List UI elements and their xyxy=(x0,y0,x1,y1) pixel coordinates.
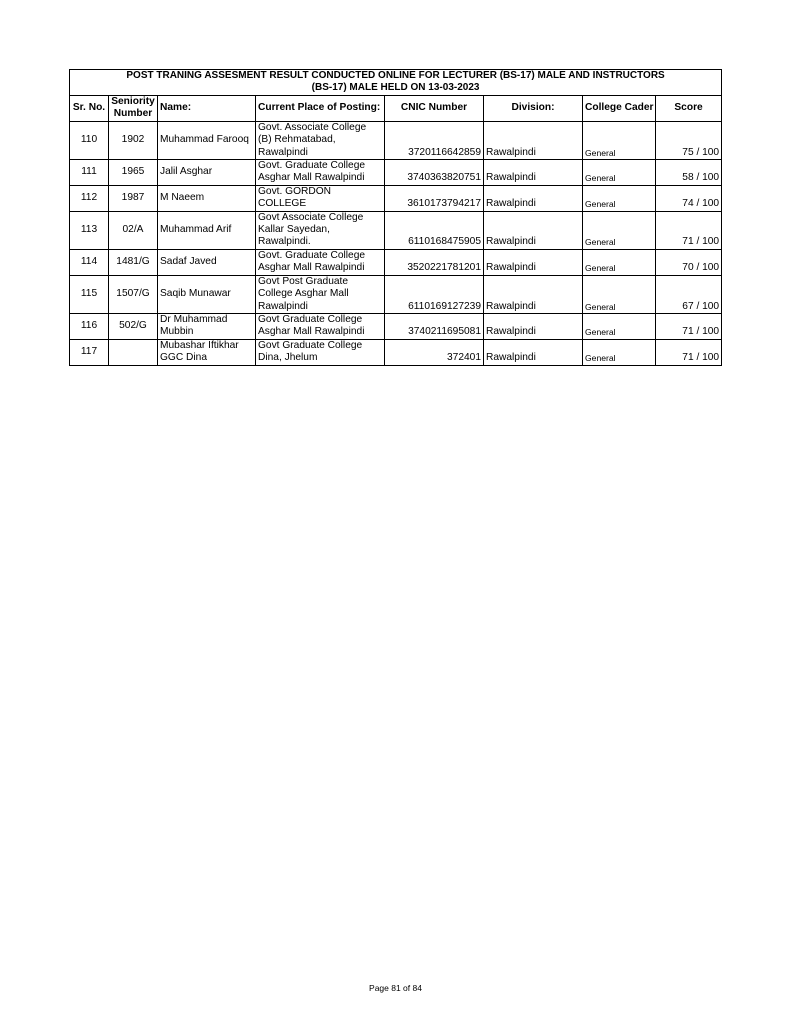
cell-cadre: General xyxy=(583,160,656,186)
cell-sr: 110 xyxy=(70,121,109,159)
cell-seniority: 1507/G xyxy=(109,275,158,313)
cell-division: Rawalpindi xyxy=(484,121,583,159)
cell-cadre: General xyxy=(583,211,656,249)
posting-line: Asghar Mall Rawalpindi xyxy=(258,262,365,274)
cell-cnic: 372401 xyxy=(385,339,484,365)
cell-posting xyxy=(256,249,385,275)
posting-line: Govt. GORDON xyxy=(258,185,332,197)
page-number: Page 81 of 84 xyxy=(369,983,422,993)
cell-name: Dr Muhammad Mubbin xyxy=(158,313,256,339)
header-score: Score xyxy=(656,95,722,121)
posting-line: Govt. Graduate College xyxy=(258,249,366,261)
cell-score: 71 / 100 xyxy=(656,313,722,339)
posting-line: Govt Post Graduate xyxy=(258,275,349,287)
cell-sr: 114 xyxy=(70,249,109,275)
cell-sr: 113 xyxy=(70,211,109,249)
cell-cadre: General xyxy=(583,339,656,365)
posting-line: Dina, Jhelum xyxy=(258,352,318,364)
cell-seniority: 02/A xyxy=(109,211,158,249)
cell-cnic: 6110168475905 xyxy=(385,211,484,249)
cell-sr: 112 xyxy=(70,185,109,211)
cell-score: 71 / 100 xyxy=(656,339,722,365)
table-row xyxy=(70,211,722,249)
table-row xyxy=(70,185,722,211)
cell-seniority: 1481/G xyxy=(109,249,158,275)
cell-division: Rawalpindi xyxy=(484,160,583,186)
cell-cadre: General xyxy=(583,275,656,313)
cell-score: 75 / 100 xyxy=(656,121,722,159)
cell-posting xyxy=(256,339,385,365)
table-row xyxy=(70,339,722,365)
posting-line: Govt. Graduate College xyxy=(258,160,366,172)
header-posting: Current Place of Posting: xyxy=(256,95,385,121)
cell-posting xyxy=(256,275,385,313)
cell-division: Rawalpindi xyxy=(484,339,583,365)
posting-line: Govt Associate College xyxy=(258,211,364,223)
cell-cadre: General xyxy=(583,185,656,211)
cell-name: Muhammad Arif xyxy=(158,211,256,249)
cell-name: Saqib Munawar xyxy=(158,275,256,313)
cell-posting xyxy=(256,211,385,249)
cell-posting xyxy=(256,160,385,186)
cell-score: 67 / 100 xyxy=(656,275,722,313)
cell-seniority: 502/G xyxy=(109,313,158,339)
document-title xyxy=(70,70,722,96)
table-body xyxy=(70,121,722,365)
posting-line: Rawalpindi xyxy=(258,300,308,312)
cell-cadre: General xyxy=(583,313,656,339)
table-row xyxy=(70,249,722,275)
posting-line: Asghar Mall Rawalpindi xyxy=(258,326,365,338)
cell-posting xyxy=(256,313,385,339)
cell-seniority: 1965 xyxy=(109,160,158,186)
header-row xyxy=(70,95,722,121)
cell-seniority: 1987 xyxy=(109,185,158,211)
posting-line: Rawalpindi. xyxy=(258,236,311,248)
cell-score: 70 / 100 xyxy=(656,249,722,275)
cell-division: Rawalpindi xyxy=(484,313,583,339)
cell-division: Rawalpindi xyxy=(484,211,583,249)
header-division: Division: xyxy=(484,95,583,121)
posting-line: COLLEGE xyxy=(258,198,307,210)
cell-cnic: 3740363820751 xyxy=(385,160,484,186)
cell-cadre: General xyxy=(583,249,656,275)
cell-name: Jalil Asghar xyxy=(158,160,256,186)
cell-sr: 117 xyxy=(70,339,109,365)
table-row xyxy=(70,160,722,186)
header-name: Name: xyxy=(158,95,256,121)
posting-line: Govt. Associate College xyxy=(258,121,367,133)
cell-name: M Naeem xyxy=(158,185,256,211)
cell-seniority xyxy=(109,339,158,365)
cell-division: Rawalpindi xyxy=(484,275,583,313)
title-line-1: POST TRANING ASSESMENT RESULT CONDUCTED ONLINE FOR LECTURER (BS-17) MALE AND INSTRUCTORS xyxy=(126,70,665,81)
cell-posting xyxy=(256,185,385,211)
posting-line: College Asghar Mall xyxy=(258,288,349,300)
posting-line: Govt Graduate College xyxy=(258,339,363,351)
cell-cnic: 6110169127239 xyxy=(385,275,484,313)
header-sr: Sr. No. xyxy=(70,95,109,121)
posting-line: Govt Graduate College xyxy=(258,313,363,325)
table-row xyxy=(70,313,722,339)
cell-score: 58 / 100 xyxy=(656,160,722,186)
cell-posting xyxy=(256,121,385,159)
posting-line: (B) Rehmatabad, xyxy=(258,134,336,146)
cell-cadre: General xyxy=(583,121,656,159)
cell-cnic: 3740211695081 xyxy=(385,313,484,339)
cell-score: 71 / 100 xyxy=(656,211,722,249)
cell-division: Rawalpindi xyxy=(484,185,583,211)
title-row xyxy=(70,70,722,96)
title-line-2: (BS-17) MALE HELD ON 13-03-2023 xyxy=(311,82,480,94)
cell-sr: 115 xyxy=(70,275,109,313)
header-seniority: Seniority Number xyxy=(109,95,158,121)
cell-name: Mubashar Iftikhar GGC Dina xyxy=(158,339,256,365)
cell-score: 74 / 100 xyxy=(656,185,722,211)
header-cadre: College Cader xyxy=(583,95,656,121)
header-cnic: CNIC Number xyxy=(385,95,484,121)
cell-cnic: 3520221781201 xyxy=(385,249,484,275)
cell-sr: 111 xyxy=(70,160,109,186)
cell-name: Muhammad Farooq xyxy=(158,121,256,159)
cell-cnic: 3720116642859 xyxy=(385,121,484,159)
posting-line: Rawalpindi xyxy=(258,146,308,158)
cell-division: Rawalpindi xyxy=(484,249,583,275)
results-table xyxy=(69,69,722,366)
cell-sr: 116 xyxy=(70,313,109,339)
table-row xyxy=(70,275,722,313)
posting-line: Asghar Mall Rawalpindi xyxy=(258,172,365,184)
table-row xyxy=(70,121,722,159)
cell-cnic: 3610173794217 xyxy=(385,185,484,211)
cell-seniority: 1902 xyxy=(109,121,158,159)
cell-name: Sadaf Javed xyxy=(158,249,256,275)
posting-line: Kallar Sayedan, xyxy=(258,224,330,236)
